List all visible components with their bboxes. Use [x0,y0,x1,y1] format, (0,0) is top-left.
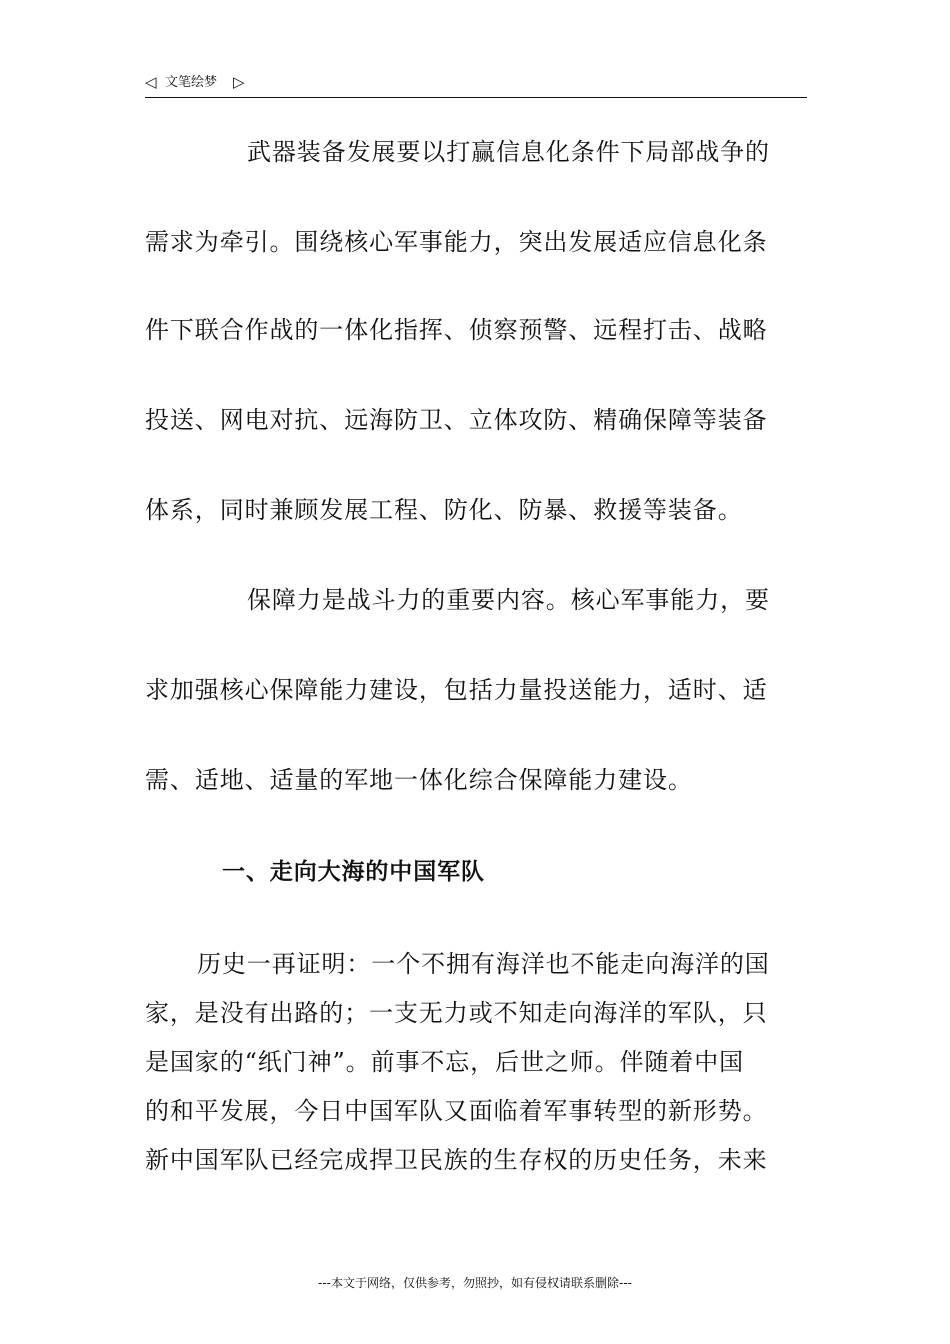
paragraph-line: 件下联合作战的一体化指挥、侦察预警、远程打击、战略 [145,316,768,344]
paragraph-line: 武器装备发展要以打赢信息化条件下局部战争的 [247,138,770,166]
paragraph-line: 是国家的“纸门神”。前事不忘，后世之师。伴随着中国 [145,1048,745,1076]
paragraph-line: 家，是没有出路的；一支无力或不知走向海洋的军队，只 [145,999,768,1027]
header-rule [145,97,807,98]
paragraph-line: 求加强核心保障能力建设，包括力量投送能力，适时、适 [145,676,768,704]
right-triangle-icon: ▷ [233,73,245,91]
paragraph-line: 新中国军队已经完成捍卫民族的生存权的历史任务，未来 [145,1146,768,1174]
page-footer: ---本文于网络，仅供参考，勿照抄，如有侵权请联系删除--- [318,1276,632,1290]
paragraph-line: 保障力是战斗力的重要内容。核心军事能力，要 [247,586,770,614]
left-triangle-icon: ◁ [145,73,157,91]
paragraph-line: 需求为牵引。围绕核心军事能力，突出发展适应信息化条 [145,228,768,256]
header-title: 文笔绘梦 [165,75,218,90]
paragraph-line: 需、适地、适量的军地一体化综合保障能力建设。 [145,766,693,794]
section-heading: 一、走向大海的中国军队 [222,859,485,885]
paragraph-line: 投送、网电对抗、远海防卫、立体攻防、精确保障等装备 [145,406,768,434]
paragraph-line: 历史一再证明：一个不拥有海洋也不能走向海洋的国 [197,950,770,978]
page-header [145,72,805,96]
paragraph-line: 的和平发展，今日中国军队又面临着军事转型的新形势。 [145,1097,768,1125]
paragraph-line: 体系，同时兼顾发展工程、防化、防暴、救援等装备。 [145,496,743,524]
